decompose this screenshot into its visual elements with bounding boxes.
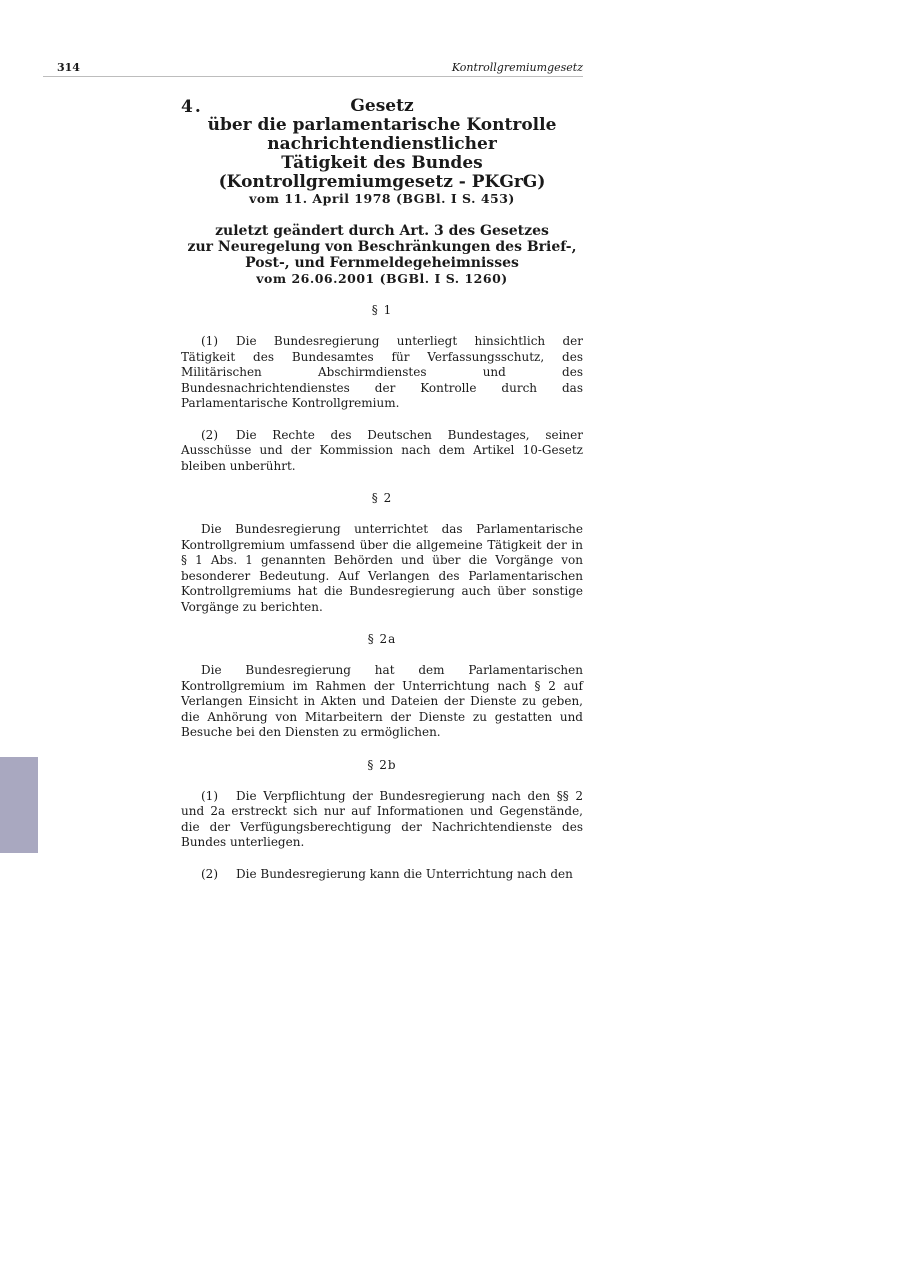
paragraph-number: (2) <box>201 427 218 442</box>
paragraph-text: Die Bundesregierung kann die Unterrichtung nach den <box>236 866 573 881</box>
paragraph-text: Die Verpflichtung der Bundesregierung nach den §§ 2 und 2a erstreckt sich nur auf Informationen und Gegenstände, die der Verfügungsberechtigung der Nachrichtendienste des Bundes unterliegen. <box>181 788 583 849</box>
paragraph-number: (2) <box>201 866 218 881</box>
paragraph-text: Die Rechte des Deutschen Bundestages, seiner Ausschüsse und der Kommission nach dem Artikel 10-Gesetz bleiben unberührt. <box>181 427 583 473</box>
page-header <box>43 58 583 77</box>
title-line: Tätigkeit des Bundes <box>281 153 483 173</box>
paragraph <box>181 334 583 412</box>
paragraph-text: Die Bundesregierung hat dem Parlamentarischen Kontrollgremium im Rahmen der Unterrichtung nach § 2 auf Verlangen Einsicht in Akten und Dateien der Dienste zu geben, die Anhörung von Mitarbeitern der Dienste zu gestatten und Besuche bei den Diensten zu ermöglichen. <box>181 663 583 739</box>
page-number: 314 <box>57 61 80 74</box>
amendment-note <box>181 223 583 286</box>
paragraph <box>181 663 583 741</box>
title-line: Gesetz <box>350 96 414 116</box>
title-number: 4. <box>181 97 203 117</box>
amendment-line: zur Neuregelung von Beschränkungen des Brief-, <box>187 239 577 255</box>
title-line: (Kontrollgremiumgesetz - PKGrG) <box>218 172 546 192</box>
title-date: vom 11. April 1978 (BGBl. I S. 453) <box>249 191 515 206</box>
paragraph-number: (1) <box>201 788 218 803</box>
amendment-line: Post-, und Fernmeldegeheimnisses <box>245 255 519 271</box>
paragraph-text: Die Bundesregierung unterliegt hinsichtlich der Tätigkeit des Bundesamtes für Verfassungsschutz, des Militärischen Abschirmdienstes und des Bundesnachrichtendienstes der Kontrolle durch das Parlamentarische Kontrollgremium. <box>181 334 583 410</box>
amendment-line: zuletzt geändert durch Art. 3 des Gesetzes <box>215 223 549 239</box>
chapter-tab-marker <box>0 757 38 853</box>
paragraph-text: Die Bundesregierung unterrichtet das Parlamentarische Kontrollgremium umfassend über die allgemeine Tätigkeit der in § 1 Abs. 1 genannten Behörden und über die Vorgänge von besonderer Bedeutung. Auf Verlangen des Parlamentarischen Kontrollgremiums hat die Bundesregierung auch über sonstige Vorgänge zu berichten. <box>181 522 583 614</box>
paragraph <box>181 428 583 475</box>
section-heading: § 2a <box>367 632 397 646</box>
law-title <box>181 97 583 206</box>
section-heading: § 2b <box>367 757 397 772</box>
amendment-date: vom 26.06.2001 (BGBl. I S. 1260) <box>256 271 508 286</box>
paragraph-number: (1) <box>201 334 218 348</box>
paragraph <box>181 789 583 851</box>
paragraph <box>181 867 583 883</box>
section-heading: § 1 <box>371 303 393 317</box>
title-line: nachrichtendienstlicher <box>267 134 497 154</box>
section-heading: § 2 <box>371 491 393 505</box>
paragraph <box>181 522 583 615</box>
running-title: Kontrollgremiumgesetz <box>451 61 583 74</box>
title-line: über die parlamentarische Kontrolle <box>207 115 557 135</box>
document-body <box>181 97 583 882</box>
